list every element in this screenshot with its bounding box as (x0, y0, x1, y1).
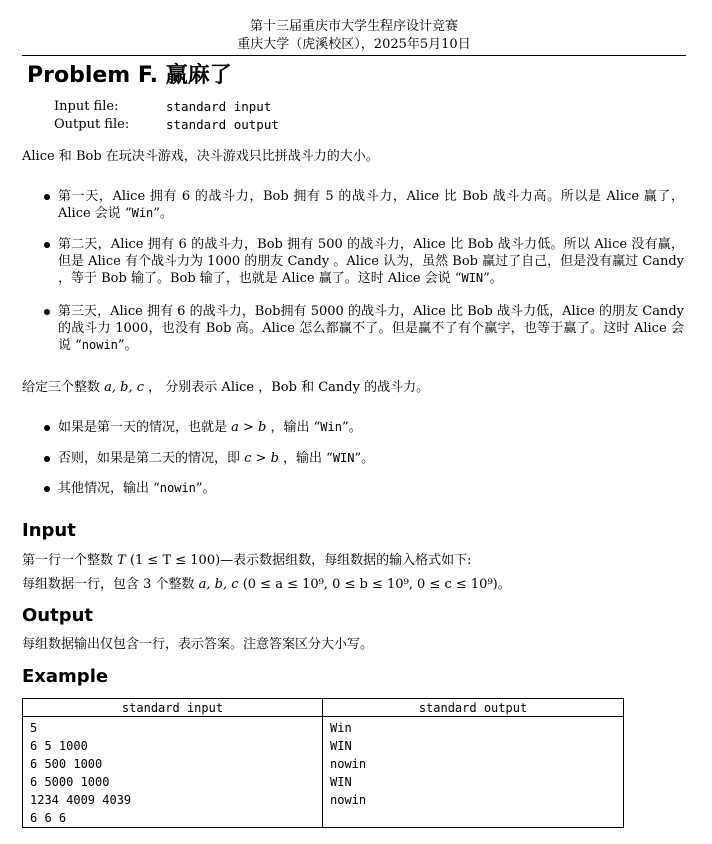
example-line: 6 6 6 (30, 811, 67, 825)
example-header-row (23, 699, 623, 717)
problem-title: Problem F. 赢麻了 (27, 63, 232, 88)
bullet-icon (44, 456, 50, 462)
io-file-table (54, 98, 279, 134)
output-heading: Output (22, 605, 94, 626)
list-item: 如果是第一天的情况，也就是 a > b ，输出 “Win”。 (40, 419, 684, 436)
contest-venue-date: 重庆大学（虎溪校区），2025年5月10日 (237, 37, 471, 52)
output-file-value: standard output (166, 117, 279, 132)
example-input-column (30, 719, 131, 827)
example-line: nowin (330, 793, 367, 807)
example-line: nowin (330, 757, 367, 771)
bullet-icon (44, 309, 50, 315)
input-file-value: standard input (166, 99, 272, 114)
statement-intro: Alice 和 Bob 在玩决斗游戏，决斗游戏只比拼战斗力的大小。 (22, 149, 379, 164)
list-item: 第一天，Alice 拥有 6 的战斗力，Bob 拥有 5 的战斗力，Alice 比 Bob 战斗力高。所以是 Alice 赢了，Alice 会说 “Win”。 (40, 188, 684, 222)
input-line-1: 第一行一个整数 T (1 ≤ T ≤ 100)—表示数据组数，每组数据的输入格式如下: (22, 553, 472, 568)
example-line: 6 5000 1000 (30, 775, 110, 789)
input-heading: Input (22, 520, 76, 541)
example-table (22, 698, 624, 828)
example-line: WIN (330, 739, 352, 753)
example-column-divider (322, 699, 323, 827)
output-file-label: Output file: (54, 117, 130, 132)
example-input-header: standard input (121, 701, 224, 715)
list-item: 第二天，Alice 拥有 6 的战斗力，Bob 拥有 500 的战斗力，Alice 比 Bob 战斗力低。所以 Alice 没有赢，但是 Alice 有个战斗力为 1000 的朋友 Candy 。Alice 认为，虽然 Bob 赢过了自己，但是没有赢过 Candy ，等于 Bob 输了。Bob 输了，也就是 Alice 赢了。这时 Alice 会说 “WIN”。 (40, 236, 684, 287)
example-line: Win (330, 721, 352, 735)
bullet-icon (44, 194, 50, 200)
example-line: 5 (30, 721, 38, 735)
example-line: 1234 4009 4039 (30, 793, 132, 807)
list-item: 否则，如果是第二天的情况，即 c > b ，输出 “WIN”。 (40, 450, 684, 467)
output-file-row (54, 116, 279, 134)
example-heading: Example (22, 666, 109, 687)
given-statement: 给定三个整数 a, b, c ， 分别表示 Alice ，Bob 和 Candy 的战斗力。 (22, 380, 430, 395)
header-divider (22, 55, 686, 56)
bullet-icon (44, 242, 50, 248)
input-file-label: Input file: (54, 99, 119, 114)
list-item: 第三天，Alice 拥有 6 的战斗力，Bob拥有 5000 的战斗力，Alice 比 Bob 战斗力低，Alice 的朋友 Candy 的战斗力 1000，也没有 Bob 高。Alice 怎么都赢不了。但是赢不了有个赢字，也等于赢了。这时 Alice 会说 “nowin”。 (40, 303, 684, 354)
bullet-icon (44, 486, 50, 492)
contest-header (22, 18, 686, 54)
example-line: WIN (330, 775, 352, 789)
example-line: 6 5 1000 (30, 739, 88, 753)
example-line: 6 500 1000 (30, 757, 103, 771)
contest-name: 第十三届重庆市大学生程序设计竞赛 (249, 19, 458, 34)
example-output-header: standard output (418, 701, 528, 715)
example-output-column (330, 719, 366, 809)
output-text: 每组数据输出仅包含一行，表示答案。注意答案区分大小写。 (22, 637, 374, 652)
list-item: 其他情况，输出 “nowin”。 (40, 480, 684, 497)
bullet-icon (44, 425, 50, 431)
input-line-2: 每组数据一行，包含 3 个整数 a, b, c (0 ≤ a ≤ 10⁹, 0 ≤ b ≤ 10⁹, 0 ≤ c ≤ 10⁹)。 (22, 577, 511, 592)
input-file-row (54, 98, 279, 116)
